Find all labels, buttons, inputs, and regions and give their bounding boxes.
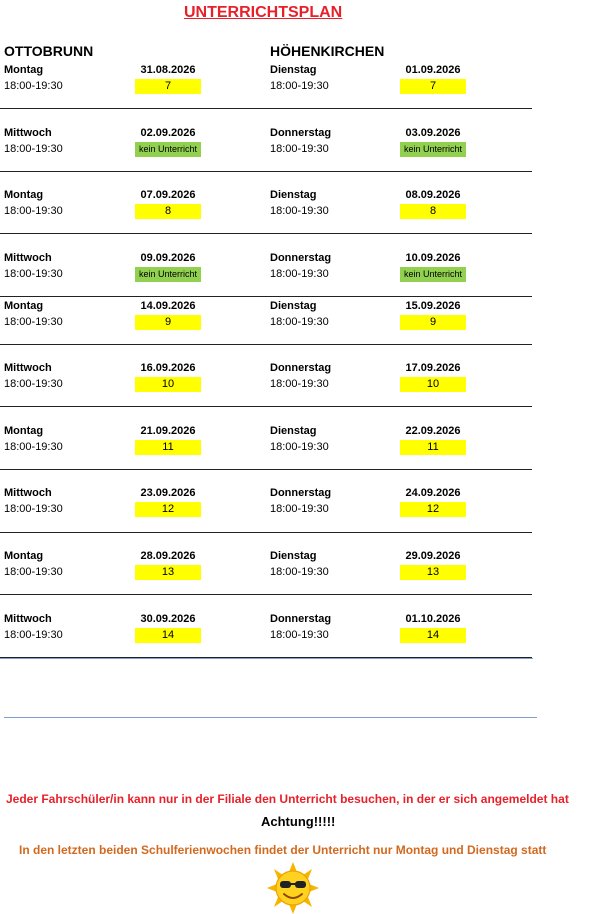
weekday-label: Montag: [4, 550, 44, 562]
row-divider: [0, 532, 532, 533]
date-label: 02.09.2026: [140, 127, 196, 139]
row-divider: [0, 594, 532, 595]
warning-text: Achtung!!!!!: [261, 814, 336, 829]
date-label: 17.09.2026: [405, 362, 461, 374]
time-label: 18:00-19:30: [4, 268, 63, 280]
date-label: 01.09.2026: [405, 64, 461, 76]
sun-with-sunglasses-icon: [262, 862, 324, 914]
lesson-badge: 7: [135, 79, 201, 94]
row-divider: [0, 296, 532, 297]
holiday-note: In den letzten beiden Schulferienwochen findet der Unterricht nur Montag und Dienstag statt: [19, 843, 547, 857]
no-lesson-badge: kein Unterricht: [135, 267, 201, 282]
lesson-badge: 13: [400, 565, 466, 580]
schedule-row: [0, 125, 600, 165]
date-label: 21.09.2026: [140, 425, 196, 437]
blue-divider-line: [0, 658, 533, 659]
schedule-row: [0, 187, 600, 227]
weekday-label: Mittwoch: [4, 127, 52, 139]
branch-ottobrunn: OTTOBRUNN: [4, 43, 94, 59]
time-label: 18:00-19:30: [270, 503, 329, 515]
weekday-label: Mittwoch: [4, 362, 52, 374]
page-title: UNTERRICHTSPLAN: [184, 4, 343, 21]
lesson-badge: 12: [400, 502, 466, 517]
row-divider: [0, 469, 532, 470]
time-label: 18:00-19:30: [4, 205, 63, 217]
no-lesson-badge: kein Unterricht: [400, 142, 466, 157]
weekday-label: Dienstag: [270, 189, 317, 201]
time-label: 18:00-19:30: [4, 143, 63, 155]
lesson-badge: 14: [135, 628, 201, 643]
enrollment-note: Jeder Fahrschüler/in kann nur in der Filiale den Unterricht besuchen, in der er sich angemeldet hat: [6, 792, 569, 806]
date-label: 03.09.2026: [405, 127, 461, 139]
date-label: 24.09.2026: [405, 487, 461, 499]
lesson-badge: 13: [135, 565, 201, 580]
date-label: 09.09.2026: [140, 252, 196, 264]
no-lesson-badge: kein Unterricht: [400, 267, 466, 282]
no-lesson-badge: kein Unterricht: [135, 142, 201, 157]
schedule-row: [0, 62, 600, 102]
row-divider: [0, 108, 532, 109]
lesson-badge: 8: [400, 204, 466, 219]
date-label: 23.09.2026: [140, 487, 196, 499]
weekday-label: Mittwoch: [4, 252, 52, 264]
weekday-label: Dienstag: [270, 300, 317, 312]
lesson-badge: 9: [400, 315, 466, 330]
weekday-label: Montag: [4, 189, 44, 201]
date-label: 31.08.2026: [140, 64, 196, 76]
schedule-row: [0, 485, 600, 525]
lesson-badge: 14: [400, 628, 466, 643]
weekday-label: Montag: [4, 425, 44, 437]
time-label: 18:00-19:30: [4, 316, 63, 328]
date-label: 10.09.2026: [405, 252, 461, 264]
lesson-badge: 8: [135, 204, 201, 219]
time-label: 18:00-19:30: [270, 316, 329, 328]
time-label: 18:00-19:30: [270, 441, 329, 453]
weekday-label: Dienstag: [270, 425, 317, 437]
weekday-label: Montag: [4, 300, 44, 312]
schedule-row: [0, 548, 600, 588]
date-label: 29.09.2026: [405, 550, 461, 562]
schedule-row: [0, 298, 600, 338]
time-label: 18:00-19:30: [270, 205, 329, 217]
lesson-badge: 10: [135, 377, 201, 392]
schedule-row: [0, 360, 600, 400]
row-divider: [0, 344, 532, 345]
date-label: 07.09.2026: [140, 189, 196, 201]
weekday-label: Dienstag: [270, 550, 317, 562]
lesson-badge: 11: [400, 440, 466, 455]
time-label: 18:00-19:30: [4, 80, 63, 92]
time-label: 18:00-19:30: [4, 441, 63, 453]
weekday-label: Donnerstag: [270, 362, 332, 374]
row-divider: [0, 406, 532, 407]
schedule-row: [0, 611, 600, 651]
weekday-label: Donnerstag: [270, 613, 332, 625]
lesson-badge: 7: [400, 79, 466, 94]
schedule-row: [0, 250, 600, 290]
weekday-label: Donnerstag: [270, 127, 332, 139]
date-label: 15.09.2026: [405, 300, 461, 312]
branch-hoehenkirchen: HÖHENKIRCHEN: [270, 43, 385, 59]
row-divider: [0, 171, 532, 172]
row-divider: [0, 233, 532, 234]
date-label: 14.09.2026: [140, 300, 196, 312]
time-label: 18:00-19:30: [270, 629, 329, 641]
time-label: 18:00-19:30: [4, 566, 63, 578]
lesson-badge: 12: [135, 502, 201, 517]
weekday-label: Donnerstag: [270, 487, 332, 499]
time-label: 18:00-19:30: [270, 80, 329, 92]
lesson-badge: 10: [400, 377, 466, 392]
date-label: 08.09.2026: [405, 189, 461, 201]
lesson-badge: 11: [135, 440, 201, 455]
time-label: 18:00-19:30: [270, 378, 329, 390]
time-label: 18:00-19:30: [4, 629, 63, 641]
time-label: 18:00-19:30: [4, 503, 63, 515]
time-label: 18:00-19:30: [270, 143, 329, 155]
date-label: 16.09.2026: [140, 362, 196, 374]
weekday-label: Dienstag: [270, 64, 317, 76]
date-label: 22.09.2026: [405, 425, 461, 437]
schedule-row: [0, 423, 600, 463]
weekday-label: Donnerstag: [270, 252, 332, 264]
time-label: 18:00-19:30: [270, 268, 329, 280]
blue-divider-line: [4, 717, 537, 718]
date-label: 30.09.2026: [140, 613, 196, 625]
weekday-label: Montag: [4, 64, 44, 76]
weekday-label: Mittwoch: [4, 487, 52, 499]
weekday-label: Mittwoch: [4, 613, 52, 625]
date-label: 28.09.2026: [140, 550, 196, 562]
date-label: 01.10.2026: [405, 613, 461, 625]
time-label: 18:00-19:30: [4, 378, 63, 390]
time-label: 18:00-19:30: [270, 566, 329, 578]
lesson-badge: 9: [135, 315, 201, 330]
